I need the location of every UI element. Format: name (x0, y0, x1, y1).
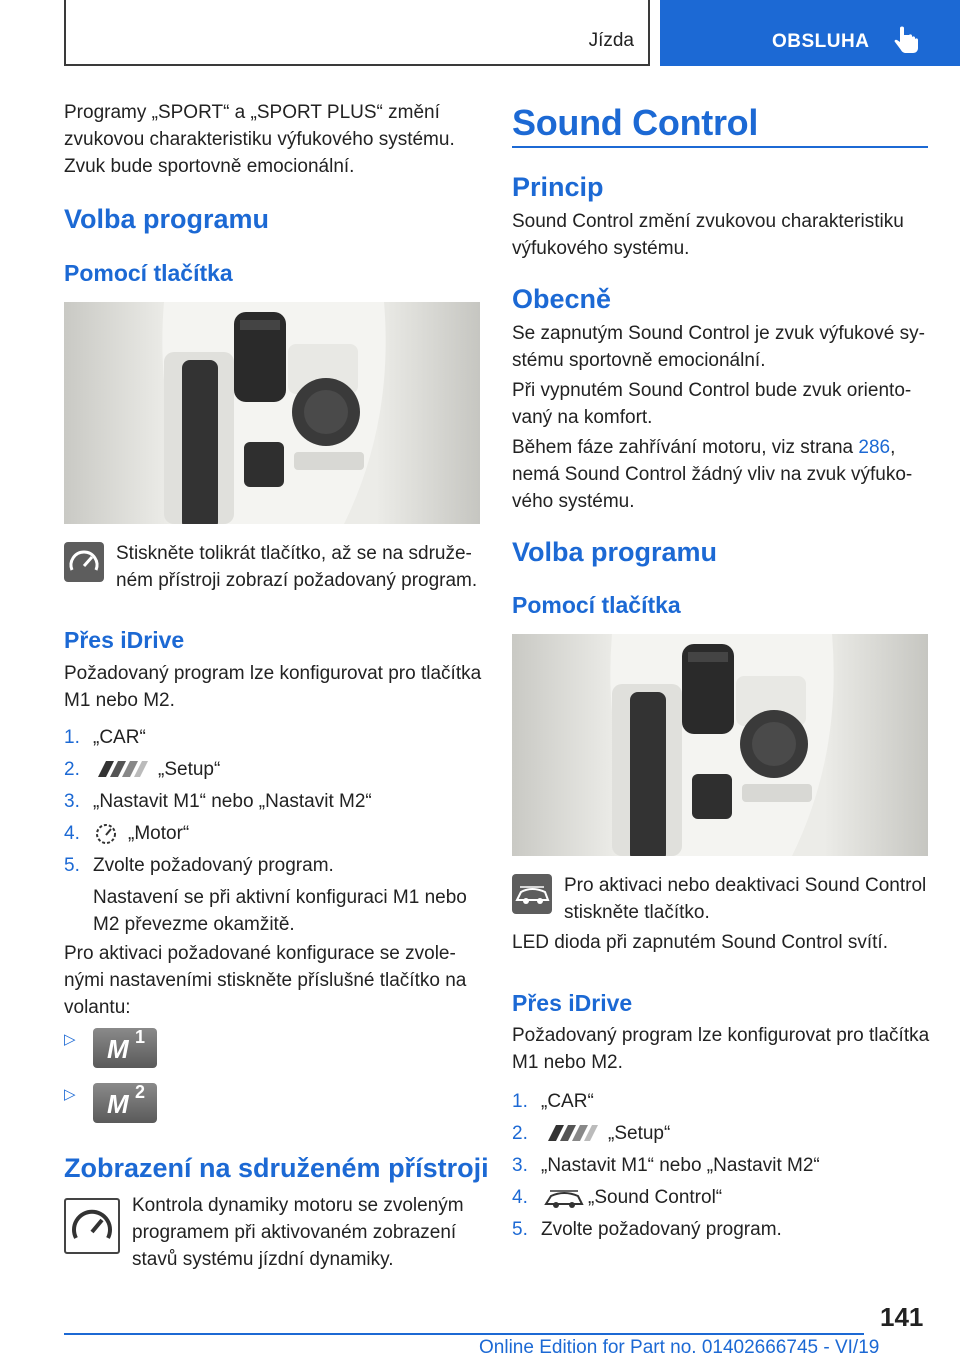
note-line: ném přístroji zobrazí požadovaný program. (116, 570, 478, 591)
obecne-line: nemá Sound Control žádný vliv na zvuk výfuko‐ (512, 464, 913, 485)
pres-idrive-heading: Přes iDrive (512, 990, 633, 1016)
obecne-paragraph-1 (512, 320, 932, 374)
list-item (512, 1216, 930, 1243)
idrive-line: Požadovaný program lze konfigurovat pro tlačítka (64, 663, 482, 684)
intro-line: Programy „SPORT“ a „SPORT PLUS“ změní (64, 102, 440, 123)
step-number: 5. (64, 855, 80, 876)
obecne-paragraph-3 (512, 434, 932, 515)
step-text: „Nastavit M1“ nebo „Nastavit M2“ (541, 1155, 820, 1176)
note-sound-text (564, 872, 934, 926)
princip-heading: Princip (512, 172, 604, 202)
page-link[interactable]: 286 (858, 437, 891, 458)
m-stripes-icon (544, 1123, 600, 1143)
note-line: Stiskněte tolikrát tlačítko, až se na sdruže‐ (116, 543, 472, 564)
step-text: „Setup“ (158, 759, 221, 780)
step-number: 4. (64, 823, 80, 844)
m2-button-icon (93, 1083, 157, 1123)
step-number: 2. (64, 759, 80, 780)
led-text: LED dioda při zapnutém Sound Control svítí. (512, 932, 888, 953)
m2-button-letter: M (107, 1089, 129, 1119)
obecne-paragraph-2 (512, 377, 932, 431)
obecne-line: Se zapnutým Sound Control je zvuk výfukové sy‐ (512, 323, 925, 344)
gauge-icon (64, 542, 104, 582)
obecne-heading: Obecně (512, 284, 612, 314)
m-stripes-icon (94, 759, 150, 779)
step-number: 1. (512, 1091, 528, 1112)
list-item (64, 724, 482, 751)
step-text: „Setup“ (608, 1123, 671, 1144)
step-number: 3. (512, 1155, 528, 1176)
intro-line: zvukovou charakteristiku výfukového systému. (64, 129, 455, 150)
step5-note-line: M2 převezme okamžitě. (93, 914, 295, 935)
wheel-line: volantu: (64, 997, 131, 1018)
center-console-photo (64, 302, 480, 524)
m1-button-letter: M (107, 1034, 129, 1064)
obecne-line: Při vypnutém Sound Control bude zvuk oriento‐ (512, 380, 912, 401)
wheel-line: nými nastaveními stiskněte příslušné tlačítko na (64, 970, 467, 991)
pomoci-tlacitka-heading: Pomocí tlačítka (64, 260, 233, 286)
step-text: „Nastavit M1“ nebo „Nastavit M2“ (93, 791, 372, 812)
step-number: 2. (512, 1123, 528, 1144)
obecne-line: vaný na komfort. (512, 407, 653, 428)
display-line: Kontrola dynamiky motoru se zvoleným (132, 1195, 464, 1216)
list-item (512, 1088, 930, 1115)
list-item (64, 852, 482, 879)
wheel-line: Pro aktivaci požadované konfigurace se zvole‐ (64, 943, 456, 964)
m2-button-sup: 2 (135, 1082, 146, 1102)
display-paragraph (132, 1192, 482, 1273)
princip-paragraph (512, 208, 932, 262)
header-section-tab (64, 0, 650, 66)
footer-rule (64, 1333, 864, 1335)
note-gauge-text (116, 540, 486, 594)
center-console-photo (512, 634, 928, 856)
sound-car-icon (544, 1186, 584, 1210)
intro-line: Zvuk bude sportovně emocionální. (64, 156, 355, 177)
step-text: „Motor“ (128, 823, 190, 844)
idrive-line: Požadovaný program lze konfigurovat pro tlačítka (512, 1025, 930, 1046)
header-section-label: Jízda (588, 30, 634, 51)
title-rule (512, 146, 928, 148)
page-number: 141 (880, 1302, 924, 1332)
bullet-marker: ▷ (64, 1086, 76, 1103)
footer-edition-text: Online Edition for Part no. 01402666745 - VI/19 (479, 1337, 880, 1358)
step-number: 5. (512, 1219, 528, 1240)
idrive-line: M1 nebo M2. (512, 1052, 623, 1073)
header-chapter-tab[interactable] (660, 0, 960, 66)
pomoci-tlacitka-heading: Pomocí tlačítka (512, 592, 681, 618)
idrive-paragraph (512, 1022, 932, 1076)
list-item (64, 820, 482, 847)
list-item (64, 756, 482, 783)
step5-note (93, 884, 483, 938)
obecne-line: vého systému. (512, 491, 635, 512)
speedometer-icon (64, 1198, 120, 1254)
step5-note-line: Nastavení se při aktivní konfiguraci M1 nebo (93, 887, 467, 908)
pres-idrive-heading: Přes iDrive (64, 627, 185, 653)
step-text: „CAR“ (541, 1091, 594, 1112)
step-text: Zvolte požadovaný program. (541, 1219, 782, 1240)
display-line: stavů systému jízdní dynamiky. (132, 1249, 394, 1270)
volba-programu-heading: Volba programu (64, 204, 270, 234)
m1-button-icon (93, 1028, 157, 1068)
step-text: „Sound Control“ (588, 1187, 723, 1208)
list-item (512, 1152, 930, 1179)
step-text: „CAR“ (93, 727, 146, 748)
list-item (64, 788, 482, 815)
obecne-text: , (890, 437, 896, 458)
note-line: stiskněte tlačítko. (564, 902, 710, 923)
obecne-line (512, 434, 932, 461)
step-number: 4. (512, 1187, 528, 1208)
hand-pointer-icon (894, 26, 920, 56)
step-text: Zvolte požadovaný program. (93, 855, 334, 876)
princip-line: výfukového systému. (512, 238, 690, 259)
sound-control-title: Sound Control (512, 102, 759, 143)
wheel-paragraph (64, 940, 484, 1021)
volba-programu-heading: Volba programu (512, 537, 718, 567)
step-number: 3. (64, 791, 80, 812)
display-heading: Zobrazení na sdruženém přístroji (64, 1153, 489, 1183)
m1-button-sup: 1 (135, 1027, 146, 1047)
list-item (512, 1120, 930, 1147)
princip-line: Sound Control změní zvukovou charakteristiku (512, 211, 904, 232)
bullet-marker: ▷ (64, 1031, 76, 1048)
engine-gauge-icon (94, 822, 118, 846)
sound-control-car-icon (512, 874, 552, 914)
idrive-paragraph (64, 660, 484, 714)
display-line: programem při aktivovaném zobrazení (132, 1222, 457, 1243)
list-item (512, 1184, 930, 1211)
idrive-line: M1 nebo M2. (64, 690, 175, 711)
step-number: 1. (64, 727, 80, 748)
note-line: Pro aktivaci nebo deaktivaci Sound Control (564, 875, 927, 896)
obecne-text: Během fáze zahřívání motoru, viz strana (512, 437, 859, 458)
intro-paragraph (64, 99, 482, 180)
obecne-line: stému sportovně emocionální. (512, 350, 766, 371)
header-chapter-label: OBSLUHA (772, 31, 870, 52)
